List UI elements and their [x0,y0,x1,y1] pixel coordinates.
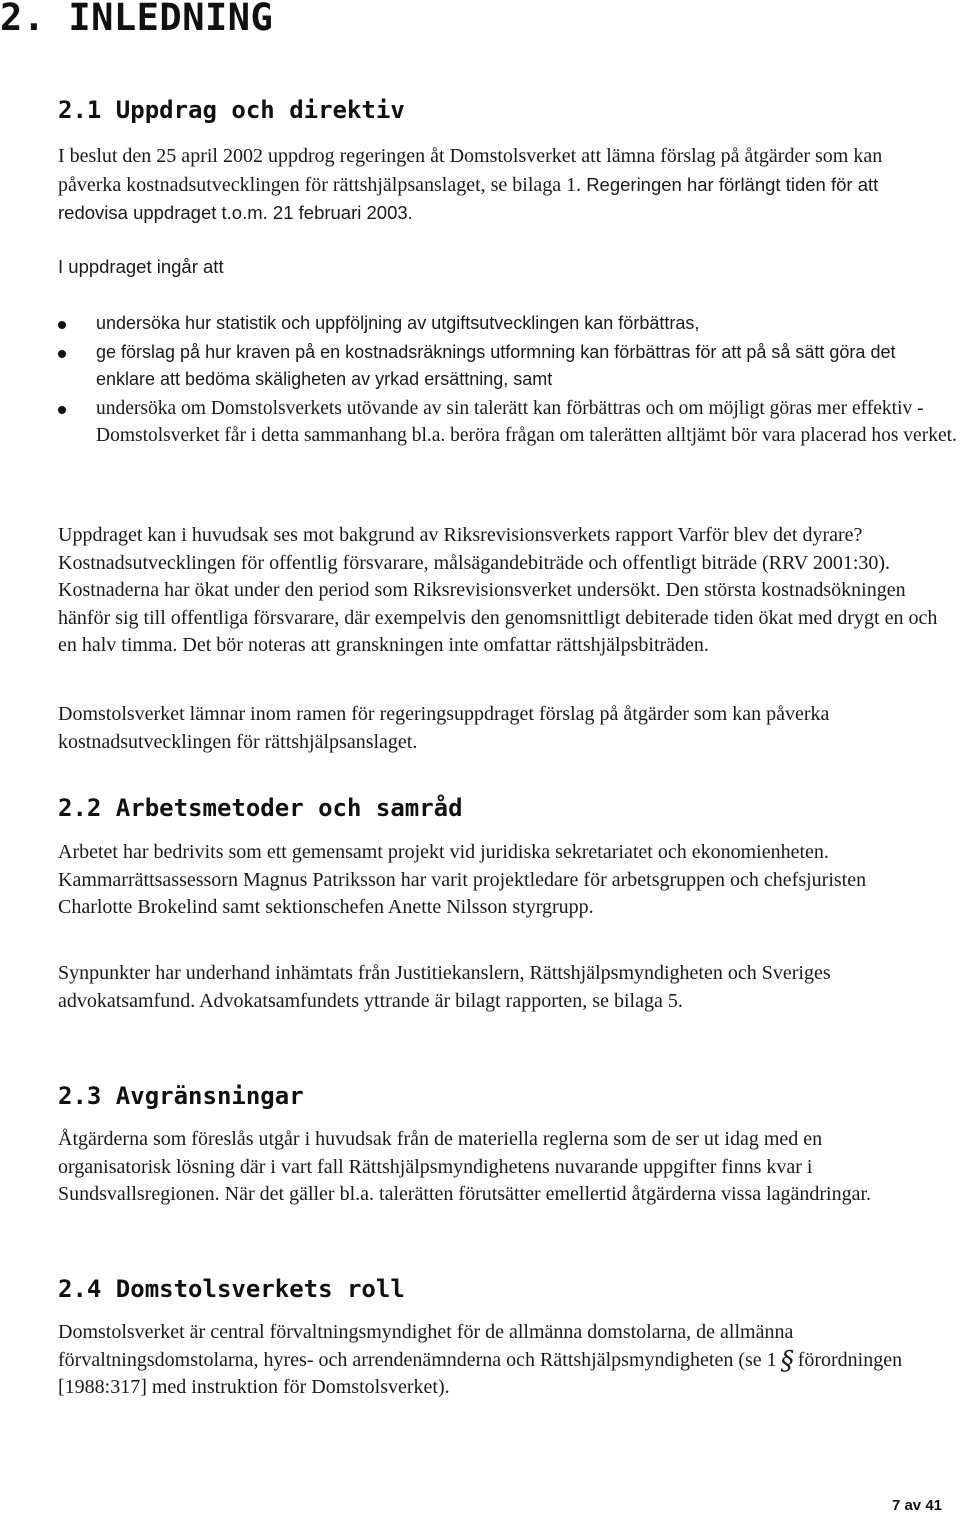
section-heading-2-2: 2.2 Arbetsmetoder och samråd [58,794,463,822]
paragraph-background: Uppdraget kan i huvudsak ses mot bakgrund av Riksrevisionsverkets rapport Varför blev det dyrare? Kostnadsutvecklingen för offentlig försvarare, målsägandebiträde och offentligt biträde (RRV 2001:30). Kostnaderna har ökat under den period som Riksrevisionsverket undersökt. Den största kostnadsökningen hänför sig till offentliga försvarare, där exempelvis den genomsnittligt debiterade tiden ökat med drygt en och en halv timma. Det bör noteras att granskningen inte omfattar rättshjälpsbiträden. [58,524,938,656]
section-heading-2-4: 2.4 Domstolsverkets roll [58,1275,405,1303]
list-item [58,339,958,393]
bullet-icon [58,321,66,329]
bullet-text: ge förslag på hur kraven på en kostnadsräknings utformning kan förbättras för att på så sätt göra det enklare att bedöma skäligheten av yrkad ersättning, samt [96,342,896,389]
bullet-text: undersöka hur statistik och uppföljning av utgiftsutvecklingen kan förbättras, [96,313,700,333]
bullet-icon [58,406,66,414]
paragraph-assignment-serif: I beslut den 25 april 2002 uppdrog regeringen åt Domstolsverket att lämna förslag på åtgärder som kan påverka kostnadsutvecklingen för rättshjälpsanslaget, se bilaga 1. [58,145,883,196]
paragraph-role-text: Domstolsverket är central förvaltningsmyndighet för de allmänna domstolarna, de allmänna förvaltningsdomstolarna, hyres- och arrendenämnderna och Rättshjälpsmyndigheten (se 1 [58,1321,794,1371]
bullet-icon [58,350,66,358]
list-item [58,395,958,449]
paragraph-methods: Arbetet har bedrivits som ett gemensamt projekt vid juridiska sekretariatet och ekonomienheten. Kammarrättsassessorn Magnus Patriksson har varit projektledare för arbetsgruppen och chefsjuristen Charlotte Brokelind samt sektionschefen Anette Nilsson styrgrupp. [58,841,867,918]
paragraph-limitations: Åtgärderna som föreslås utgår i huvudsak från de materiella reglerna som de ser ut idag med en organisatorisk lösning där i vart fall Rättshjälpsmyndighetens nuvarande uppgifter finns kvar i Sundsvallsregionen. När det gäller bl.a. talerätten förutsätter emellertid åtgärderna vissa lagändringar. [58,1128,872,1205]
paragraph-assignment-intro: I uppdraget ingår att [58,256,224,277]
paragraph-assignment-extension: Regeringen har förlängt tiden för att redovisa uppdraget t.o.m. 21 februari 2003. [58,173,879,223]
section-heading-2-3: 2.3 Avgränsningar [58,1082,304,1110]
paragraph-proposal: Domstolsverket lämnar inom ramen för regeringsuppdraget förslag på åtgärder som kan påverka kostnadsutvecklingen för rättshjälpsanslaget. [58,703,830,753]
section-sign-glyph: § [780,1345,794,1376]
section-heading-2-1: 2.1 Uppdrag och direktiv [58,96,405,124]
list-item [58,310,958,337]
paragraph-role-text-end: förordningen [1988:317] med instruktion för Domstolsverket). [58,1348,903,1398]
chapter-heading: 2. INLEDNING [0,0,274,39]
paragraph-consultation: Synpunkter har underhand inhämtats från Justitiekanslern, Rättshjälpsmyndigheten och Sveriges advokatsamfund. Advokatsamfundets yttrande är bilagt rapporten, se bilaga 5. [58,962,831,1012]
paragraph-assignment [58,143,938,228]
bullet-text: undersöka om Domstolsverkets utövande av sin talerätt kan förbättras och om möjligt göras mer effektiv - Domstolsverket får i detta sammanhang bl.a. beröra frågan om talerätten alltjämt bör vara placerad hos verket. [96,398,957,446]
paragraph-role [58,1319,938,1402]
assignment-bullet-list [58,310,958,449]
page-number: 7 av 41 [891,1497,942,1514]
